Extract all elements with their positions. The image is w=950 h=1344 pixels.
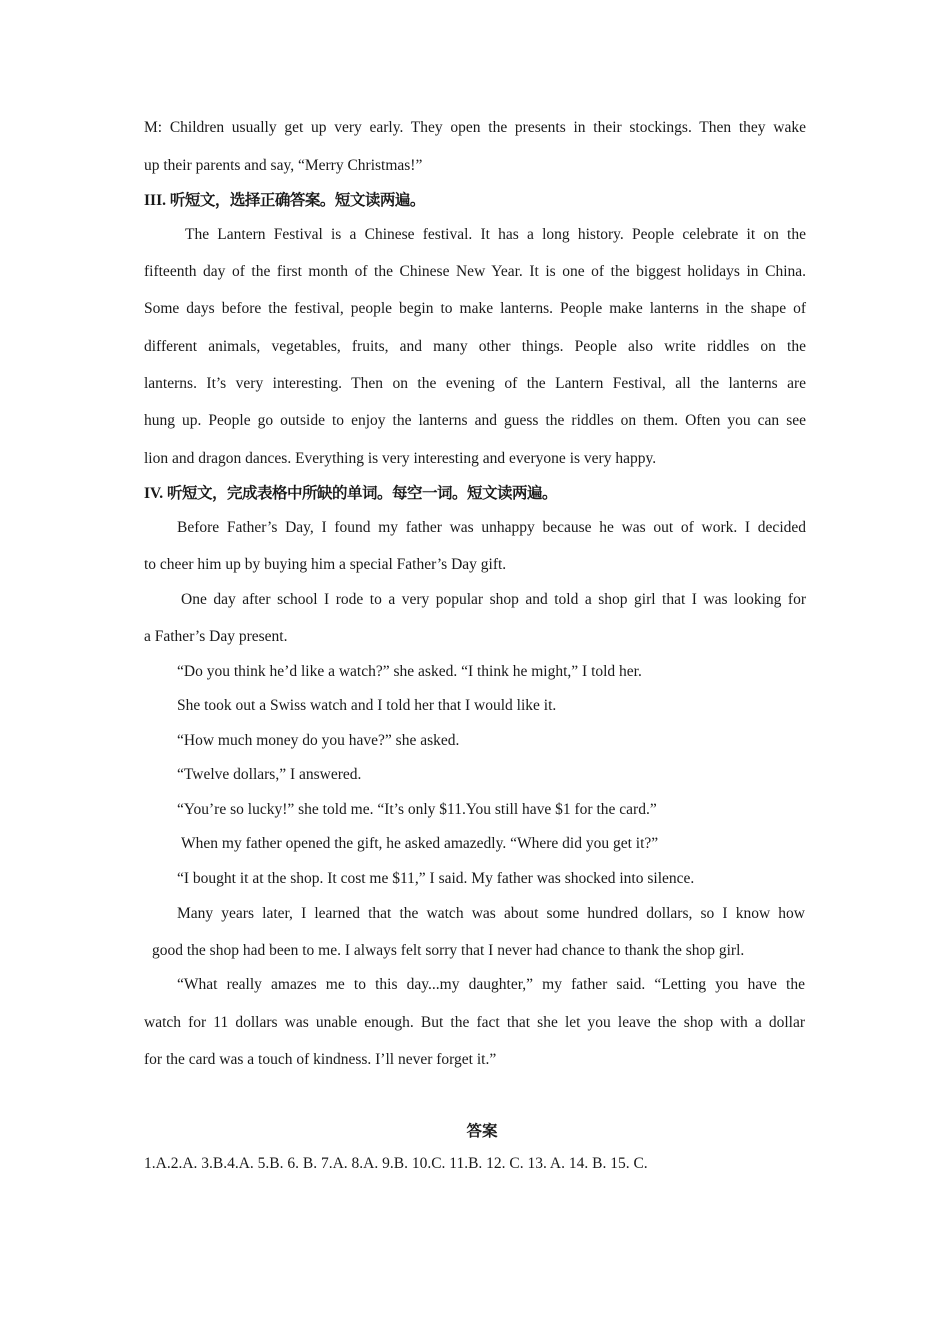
section-4-text-line: a Father’s Day present.: [144, 628, 288, 645]
section-3-text-line: fifteenth day of the first month of the Chinese New Year. It is one of the biggest holidays in China.: [144, 263, 806, 280]
section-4-text-line: “Twelve dollars,” I answered.: [177, 766, 362, 783]
section-4-title: 听短文，完成表格中所缺的单词。每空一词。短文读两遍。: [166, 484, 557, 502]
section-3-title: 听短文，选择正确答案。短文读两遍。: [169, 191, 425, 209]
section-4-text-line: to cheer him up by buying him a special Father’s Day gift.: [144, 556, 507, 573]
section-3-text-line: Some days before the festival, people begin to make lanterns. People make lanterns in the shape of: [144, 300, 806, 317]
section-4-text-line: “You’re so lucky!” she told me. “It’s only $11.You still have $1 for the card.”: [177, 801, 657, 818]
section-4-text-line: “Do you think he’d like a watch?” she asked. “I think he might,” I told her.: [177, 663, 642, 680]
dialogue-line: M: Children usually get up very early. They open the presents in their stockings. Then they wake: [144, 119, 806, 136]
section-4-text-line: One day after school I rode to a very popular shop and told a shop girl that I was looking for: [181, 591, 806, 608]
section-4-text-line: “How much money do you have?” she asked.: [177, 732, 460, 749]
section-3-heading: [144, 190, 806, 211]
dialogue-line: up their parents and say, “Merry Christmas!”: [144, 157, 423, 174]
section-4-text-line: Before Father’s Day, I found my father was unhappy because he was out of work. I decided: [177, 519, 806, 536]
section-4-text-line: watch for 11 dollars was unable enough. But the fact that she let you leave the shop with a dollar: [144, 1014, 805, 1031]
section-3-text-line: The Lantern Festival is a Chinese festival. It has a long history. People celebrate it on the: [185, 226, 806, 243]
section-3-number: III.: [144, 192, 170, 209]
answers-text: 1.A.2.A. 3.B.4.A. 5.B. 6. B. 7.A. 8.A. 9.B. 10.C. 11.B. 12. C. 13. A. 14. B. 15. C.: [144, 1155, 648, 1172]
section-4-number: IV.: [144, 485, 167, 502]
section-4-heading: [144, 483, 806, 504]
section-3-text-line: different animals, vegetables, fruits, and many other things. People also write riddles on the: [144, 338, 806, 355]
section-3-text-line: hung up. People go outside to enjoy the lanterns and guess the riddles on them. Often you can see: [144, 412, 806, 429]
section-3-text-line: lanterns. It’s very interesting. Then on the evening of the Lantern Festival, all the lanterns are: [144, 375, 806, 392]
section-4-text-line: “I bought it at the shop. It cost me $11,” I said. My father was shocked into silence.: [177, 870, 695, 887]
section-4-text-line: “What really amazes me to this day...my daughter,” my father said. “Letting you have the: [177, 976, 805, 993]
section-3-text-line: lion and dragon dances. Everything is very interesting and everyone is very happy.: [144, 450, 657, 467]
section-4-text-line: for the card was a touch of kindness. I’ll never forget it.”: [144, 1051, 497, 1068]
section-4-text-line: good the shop had been to me. I always felt sorry that I never had chance to thank the shop girl.: [152, 942, 745, 959]
section-4-text-line: She took out a Swiss watch and I told her that I would like it.: [177, 697, 557, 714]
answers-title: 答案: [466, 1122, 498, 1140]
section-4-text-line: Many years later, I learned that the watch was about some hundred dollars, so I know how: [177, 905, 805, 922]
section-4-text-line: When my father opened the gift, he asked amazedly. “Where did you get it?”: [181, 835, 659, 852]
